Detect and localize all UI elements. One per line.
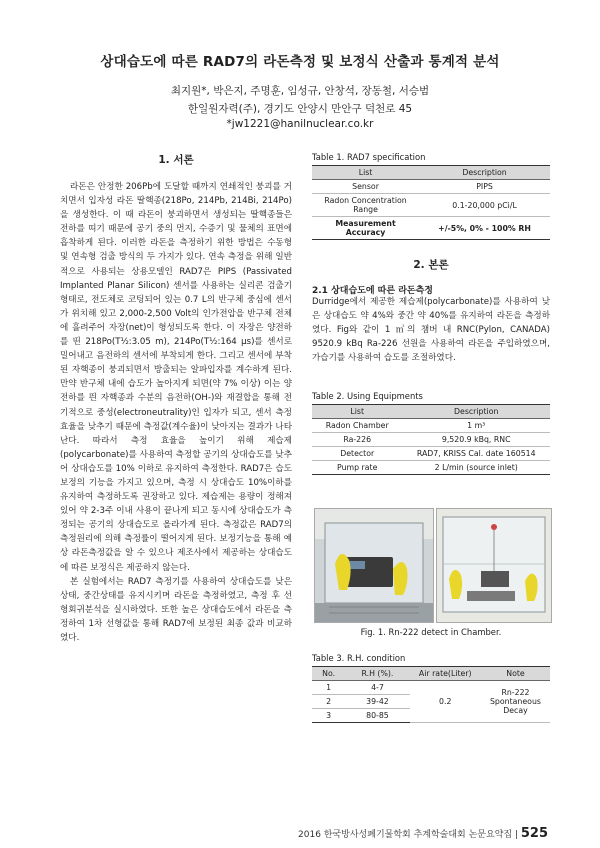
table-row <box>312 217 550 240</box>
paper-title: 상대습도에 따른 RAD7의 라돈측정 및 보정식 산출과 통계적 분석 <box>100 54 500 70</box>
subsection-heading: 2.1 상대습도에 따른 라돈측정 <box>312 286 433 296</box>
chamber-photo-right-image <box>437 509 551 622</box>
table2-cell: Ra-226 <box>312 433 402 447</box>
table2-cell: Radon Chamber <box>312 419 402 433</box>
table3-air-rate: 0.2 <box>410 681 481 723</box>
table3-cell: 3 <box>326 711 332 720</box>
author-email: *jw1221@hanilnuclear.co.kr <box>226 118 374 130</box>
table2-header: List <box>312 405 402 419</box>
chamber-photo-right <box>436 508 552 623</box>
table3-header: Note <box>481 667 550 681</box>
author-list: 최지원*, 박은지, 주명훈, 임성규, 안창석, 장동철, 서승범 <box>170 85 430 97</box>
intro-paragraph-1: 라돈은 안정한 206Pb에 도달할 때까지 연쇄적인 붕괴를 거치면서 입자성 라돈 딸핵종(218Po, 214Pb, 214Bi, 214Po)을 생성한다. 이 때 라돈이 붕괴하면서 생성되는 딸핵종들은 전하를 띠기 때문에 공기 중의 먼지, 수증기 및 물체의 표면에 흡착하게 된다. 이러한 라돈을 측정하기 위한 방법은 수동형 및 연속형 검출 방식의 두 가지가 있다. 연속 측정을 위해 일반적으로 사용되는 상용모델인 RAD7은 PIPS (Passivated Implanted Planar Silicon) 센서를 사용하는 실리콘 검출기 형태로, 전도체로 코팅되어 있는 0.7 L의 반구체 중심에 센서가 위치해 있고 2,000-2,500 Volt의 인가전압을 반구체 전체에 흘려주어 자장(net)이 형성되도록 한다. 이 자장은 양전하를 띤 218Po(T½:3.05 m), 214Po(T½:164 μs)를 센서로 밀어내고 음전하의 센서에 부착되게 한다. 그리고 센서에 부착된 자핵종이 붕괴되면서 방출되는 알파입자를 계수하게 된다. 만약 반구체 내에 습도가 높아지게 되면(약 7% 이상) 이는 양전하를 띈 자핵종과 수분의 음전하(OH-)와 재결합을 통해 전기적으로 중성(electroneutrality)인 입자가 되고, 센서 측정효율을 낮추기 때문에 측정값(계수율)이 낮아지는 결과가 나타난다. 따라서 측정 효율을 높이기 위해 제습제(polycarbonate)를 사용하여 측정할 공기의 상대습도를 낮추어 상대습도를 10% 이하로 유지하여 측정한다. RAD7은 습도보정의 기능을 가지고 있으며, 측정 시 상대습도 10%이하를 유지하여 측정하도록 권장하고 있다. 제습제는 용량이 정해져있어 약 2-3주 이내 사용이 끝나게 되고 동시에 상대습도가 측정되는 공기의 상대습도로 올라가게 된다. 측정값은 RAD7의 측정원리에 의해 측정률이 떨어지게 된다. 보정기능을 통해 예상 라돈측정값을 알 수 있으나 제조사에서 제공하는 상대습도에 따른 보정식은 제공하지 않는다. <box>60 182 292 573</box>
table2-cell: 9,520.9 kBq, RNC <box>402 433 550 447</box>
table2-caption: Table 2. Using Equipments <box>312 391 423 401</box>
table3 <box>312 666 550 723</box>
table-row <box>312 419 550 433</box>
body-paragraph: Durridge에서 제공한 제습제(polycarbonate)를 사용하여 낮은 상대습도 약 4%와 중간 약 40%를 유지하여 라돈을 측정하였다. Fig와 같이 1 ㎥의 챔버 내 RNC(Pylon, CANADA) 9520.9 kBq Ra-226 선원을 사용하여 라돈을 주입하였으며, 가습기를 사용하여 습도를 조절하였다. <box>312 297 550 364</box>
table3-header: Air rate(Liter) <box>410 667 481 681</box>
table1-caption: Table 1. RAD7 specification <box>312 152 426 162</box>
table2-cell: Pump rate <box>337 463 378 472</box>
page-number: 525 <box>520 826 548 841</box>
table-row <box>312 461 550 475</box>
table3-header: No. <box>312 667 345 681</box>
table-row <box>312 180 550 194</box>
table2-header: Description <box>402 405 550 419</box>
chamber-photo-left <box>314 508 434 623</box>
intro-body <box>60 180 292 645</box>
table3-cell: 4-7 <box>345 681 409 695</box>
footer-text: 2016 한국방사성폐기물학회 추계학술대회 논문요약집 <box>298 830 513 840</box>
table3-note: Rn-222 Spontaneous Decay <box>481 681 550 723</box>
table3-cell: 39-42 <box>345 695 409 709</box>
table-row <box>312 433 550 447</box>
intro-paragraph-2: 본 실험에서는 RAD7 측정기를 사용하여 상대습도를 낮은상태, 중간상태를 유지시키며 라돈을 측정하였고, 측정 후 선형회귀분석을 실시하였다. 또한 높은 상대습도에서 라돈을 측정하여 1차 선형값을 통해 RAD7에 보정된 최종 값과 비교하였다. <box>60 576 292 643</box>
table1-cell: Measurement Accuracy <box>335 219 396 237</box>
table-row <box>312 447 550 461</box>
intro-heading: 1. 서론 <box>158 154 194 166</box>
table1-header: List <box>312 166 419 180</box>
table3-header: R.H (%). <box>345 667 409 681</box>
table2-cell: RAD7, KRISS Cal. date 160514 <box>402 447 550 461</box>
table3-cell: 80-85 <box>366 711 389 720</box>
table1-header: Description <box>419 166 550 180</box>
table3-cell: 1 <box>312 681 345 695</box>
table1-cell: Sensor <box>312 180 419 194</box>
main-heading: 2. 본론 <box>413 259 449 271</box>
table2 <box>312 404 550 475</box>
table2-cell: Detector <box>312 447 402 461</box>
table2-cell: 2 L/min (source inlet) <box>434 463 518 472</box>
table1-cell: PIPS <box>419 180 550 194</box>
chamber-photo-left-image <box>315 509 433 622</box>
table1 <box>312 165 550 240</box>
table3-caption: Table 3. R.H. condition <box>312 653 406 663</box>
table1-cell: 0.1-20,000 pCi/L <box>419 194 550 217</box>
table-row <box>312 194 550 217</box>
figure1-caption: Fig. 1. Rn-222 detect in Chamber. <box>360 627 502 637</box>
table2-cell: 1 m³ <box>402 419 550 433</box>
table1-cell: Radon Concentration Range <box>312 194 419 217</box>
affiliation: 한일원자력(주), 경기도 안양시 만안구 덕천로 45 <box>187 103 413 115</box>
page-footer: 2016 한국방사성폐기물학회 추계학술대회 논문요약집 | 525 <box>298 826 548 841</box>
table1-cell: +/-5%, 0% - 100% RH <box>438 223 531 233</box>
table-row <box>312 681 550 695</box>
table3-cell: 2 <box>312 695 345 709</box>
